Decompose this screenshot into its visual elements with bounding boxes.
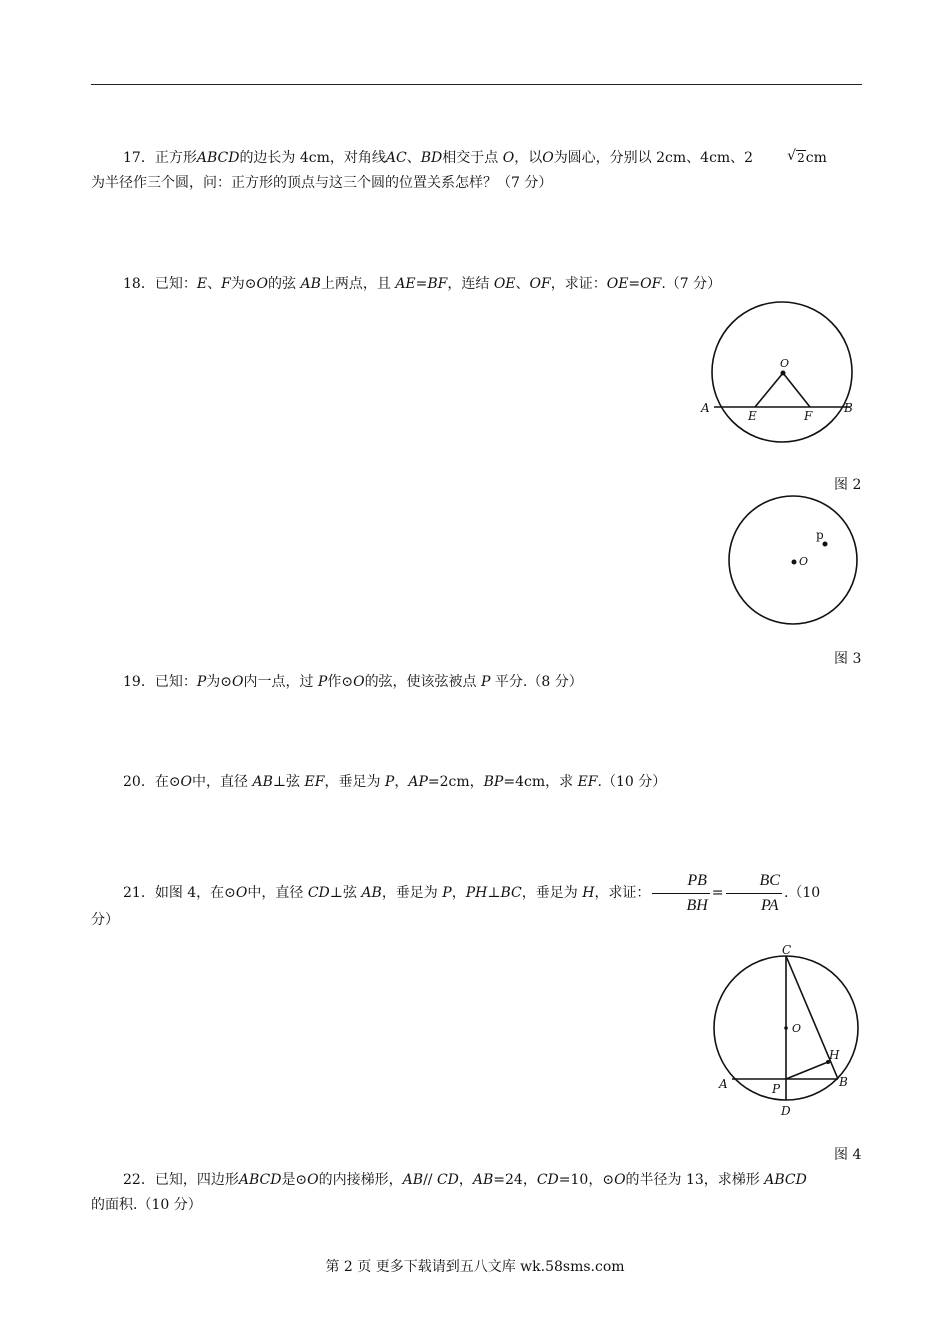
- text: 上两点，且: [320, 276, 391, 292]
- var: EF: [304, 774, 325, 790]
- text: 的边长为 4cm，对角线: [239, 150, 386, 166]
- question-17: [91, 146, 863, 196]
- text: 内一点，过: [243, 674, 314, 690]
- text: //: [423, 1172, 433, 1188]
- figure-3: [722, 492, 867, 632]
- text: ，连结: [447, 276, 490, 292]
- fraction-denominator: PA: [760, 896, 779, 914]
- text: ，垂足为: [324, 774, 381, 790]
- question-18-line1: [91, 272, 863, 297]
- var: O: [235, 885, 248, 901]
- label-d: D: [781, 1104, 791, 1118]
- question-21-line1: [91, 868, 863, 918]
- var: OE: [493, 276, 516, 292]
- var: O: [502, 150, 515, 166]
- text: 为圆心，分别以 2cm、4cm、2: [553, 150, 754, 166]
- sqrt-expression: √ 2: [787, 148, 805, 165]
- text: 19．已知：: [123, 674, 197, 690]
- var: AC: [385, 150, 407, 166]
- label-o: O: [799, 555, 809, 568]
- var: ABCD: [196, 150, 240, 166]
- var: O: [307, 1172, 319, 1188]
- question-20: [91, 770, 863, 795]
- label-a: A: [719, 1077, 728, 1091]
- text: 是⊙: [281, 1172, 308, 1188]
- var: ABCD: [764, 1172, 807, 1188]
- var: OF: [529, 276, 551, 292]
- text: 为⊙: [206, 674, 232, 690]
- label-a: A: [701, 401, 710, 415]
- fraction-numerator: PB: [652, 871, 709, 894]
- var: OE=OF: [606, 276, 662, 292]
- text: 20．在⊙: [123, 774, 181, 790]
- figure-3-caption: 图 3: [834, 651, 862, 667]
- point-o: [781, 371, 786, 376]
- fraction-denominator: BH: [686, 896, 708, 914]
- text: 中，直径: [192, 774, 249, 790]
- label-p: P: [772, 1082, 781, 1096]
- text: ⊥: [487, 885, 501, 901]
- text: ⊥弦: [272, 774, 301, 790]
- var: O: [614, 1172, 626, 1188]
- var: P: [384, 774, 395, 790]
- text: 为⊙: [230, 276, 257, 292]
- label-o: O: [792, 1022, 802, 1035]
- text: 18．已知：: [123, 276, 197, 292]
- var: AB: [472, 1172, 494, 1188]
- var: O: [231, 674, 244, 690]
- figure-4-caption: 图 4: [834, 1147, 862, 1163]
- label-b: B: [844, 401, 853, 415]
- text: ，以: [514, 150, 543, 166]
- var: BC: [500, 885, 522, 901]
- var: PH: [465, 885, 488, 901]
- figure-2: [700, 300, 865, 450]
- text: 、: [207, 276, 222, 292]
- text: 的半径为 13，求梯形: [625, 1172, 760, 1188]
- question-17-line2: 为半径作三个圆，问：正方形的顶点与这三个圆的位置关系怎样？（7 分）: [91, 175, 553, 191]
- var: P: [481, 674, 491, 690]
- question-18: [91, 272, 863, 297]
- label-h: H: [829, 1048, 840, 1062]
- var: O: [256, 276, 268, 292]
- text: 、: [515, 276, 530, 292]
- var: AB: [361, 885, 382, 901]
- text: ，求证：: [550, 276, 607, 292]
- var: CD: [307, 885, 330, 901]
- equals-sign: =: [711, 885, 724, 901]
- segment-of: [783, 373, 810, 407]
- text: 、: [406, 150, 421, 166]
- text: =24，: [493, 1172, 537, 1188]
- text: ，垂足为: [381, 885, 438, 901]
- fraction-numerator: BC: [726, 871, 782, 894]
- var: CD: [536, 1172, 559, 1188]
- var: ABCD: [238, 1172, 282, 1188]
- var: AB: [252, 774, 273, 790]
- text: 21．如图 4，在⊙: [123, 885, 236, 901]
- text: .（7 分）: [661, 276, 722, 292]
- text: ，垂足为: [521, 885, 578, 901]
- label-c: C: [782, 943, 792, 957]
- var: O: [180, 774, 193, 790]
- question-22: [91, 1168, 863, 1218]
- sqrt-radicand: 2: [797, 151, 805, 165]
- text: 的弦，使该弦被点: [364, 674, 477, 690]
- var: AP: [408, 774, 428, 790]
- question-19-line1: [91, 670, 863, 695]
- label-b: B: [839, 1075, 848, 1089]
- question-22-line2: 的面积.（10 分）: [91, 1197, 202, 1213]
- text: .（10 分）: [597, 774, 667, 790]
- figure-2-caption: 图 2: [834, 477, 862, 493]
- text: ，: [458, 1172, 473, 1188]
- label-o: O: [780, 357, 790, 370]
- text: 作⊙: [327, 674, 354, 690]
- figure-4: [702, 942, 872, 1122]
- question-21: [91, 868, 863, 933]
- text: cm: [805, 150, 827, 166]
- text: 的弦: [268, 276, 296, 292]
- text: ，求证：: [594, 885, 651, 901]
- var: AB: [300, 276, 321, 292]
- text: 中，直径: [247, 885, 304, 901]
- text: 相交于点: [442, 150, 499, 166]
- var: AE=BF: [395, 276, 448, 292]
- text: 17．正方形: [123, 150, 197, 166]
- var: P: [317, 674, 328, 690]
- text: 22．已知，四边形: [123, 1172, 239, 1188]
- var: P: [196, 674, 207, 690]
- question-19: [91, 670, 863, 695]
- text: 的内接梯形，: [318, 1172, 403, 1188]
- text: =2cm，: [427, 774, 484, 790]
- text: 平分.（8 分）: [494, 674, 583, 690]
- var: O: [353, 674, 365, 690]
- text: .（10: [783, 885, 821, 901]
- fraction-pb-bh: [652, 871, 709, 916]
- label-p: p: [816, 528, 824, 542]
- var: F: [221, 276, 231, 292]
- var: BD: [420, 150, 443, 166]
- var: P: [442, 885, 452, 901]
- var: EF: [577, 774, 598, 790]
- var: H: [582, 885, 595, 901]
- text: ⊥弦: [329, 885, 357, 901]
- question-17-line1: [91, 146, 863, 171]
- header-rule: [91, 84, 862, 85]
- label-e: E: [748, 409, 757, 423]
- label-f: F: [804, 409, 813, 423]
- fraction-bc-pa: [726, 871, 782, 916]
- text: ，: [394, 774, 409, 790]
- point-o: [792, 560, 797, 565]
- text: =4cm，求: [503, 774, 574, 790]
- var: AB: [402, 1172, 424, 1188]
- question-22-line1: [91, 1168, 863, 1193]
- point-p: [823, 542, 828, 547]
- question-21-line2: 分）: [91, 912, 119, 928]
- var: CD: [436, 1172, 459, 1188]
- question-20-line1: [91, 770, 863, 795]
- page-footer: 第 2 页 更多下载请到五八文库 wk.58sms.com: [325, 1259, 625, 1275]
- segment-ph: [786, 1062, 828, 1079]
- segment-oe: [755, 373, 783, 407]
- text: ，: [451, 885, 466, 901]
- var: E: [196, 276, 208, 292]
- point-o: [784, 1026, 788, 1030]
- var: BP: [483, 774, 504, 790]
- text: =10，⊙: [558, 1172, 615, 1188]
- var: O: [542, 150, 554, 166]
